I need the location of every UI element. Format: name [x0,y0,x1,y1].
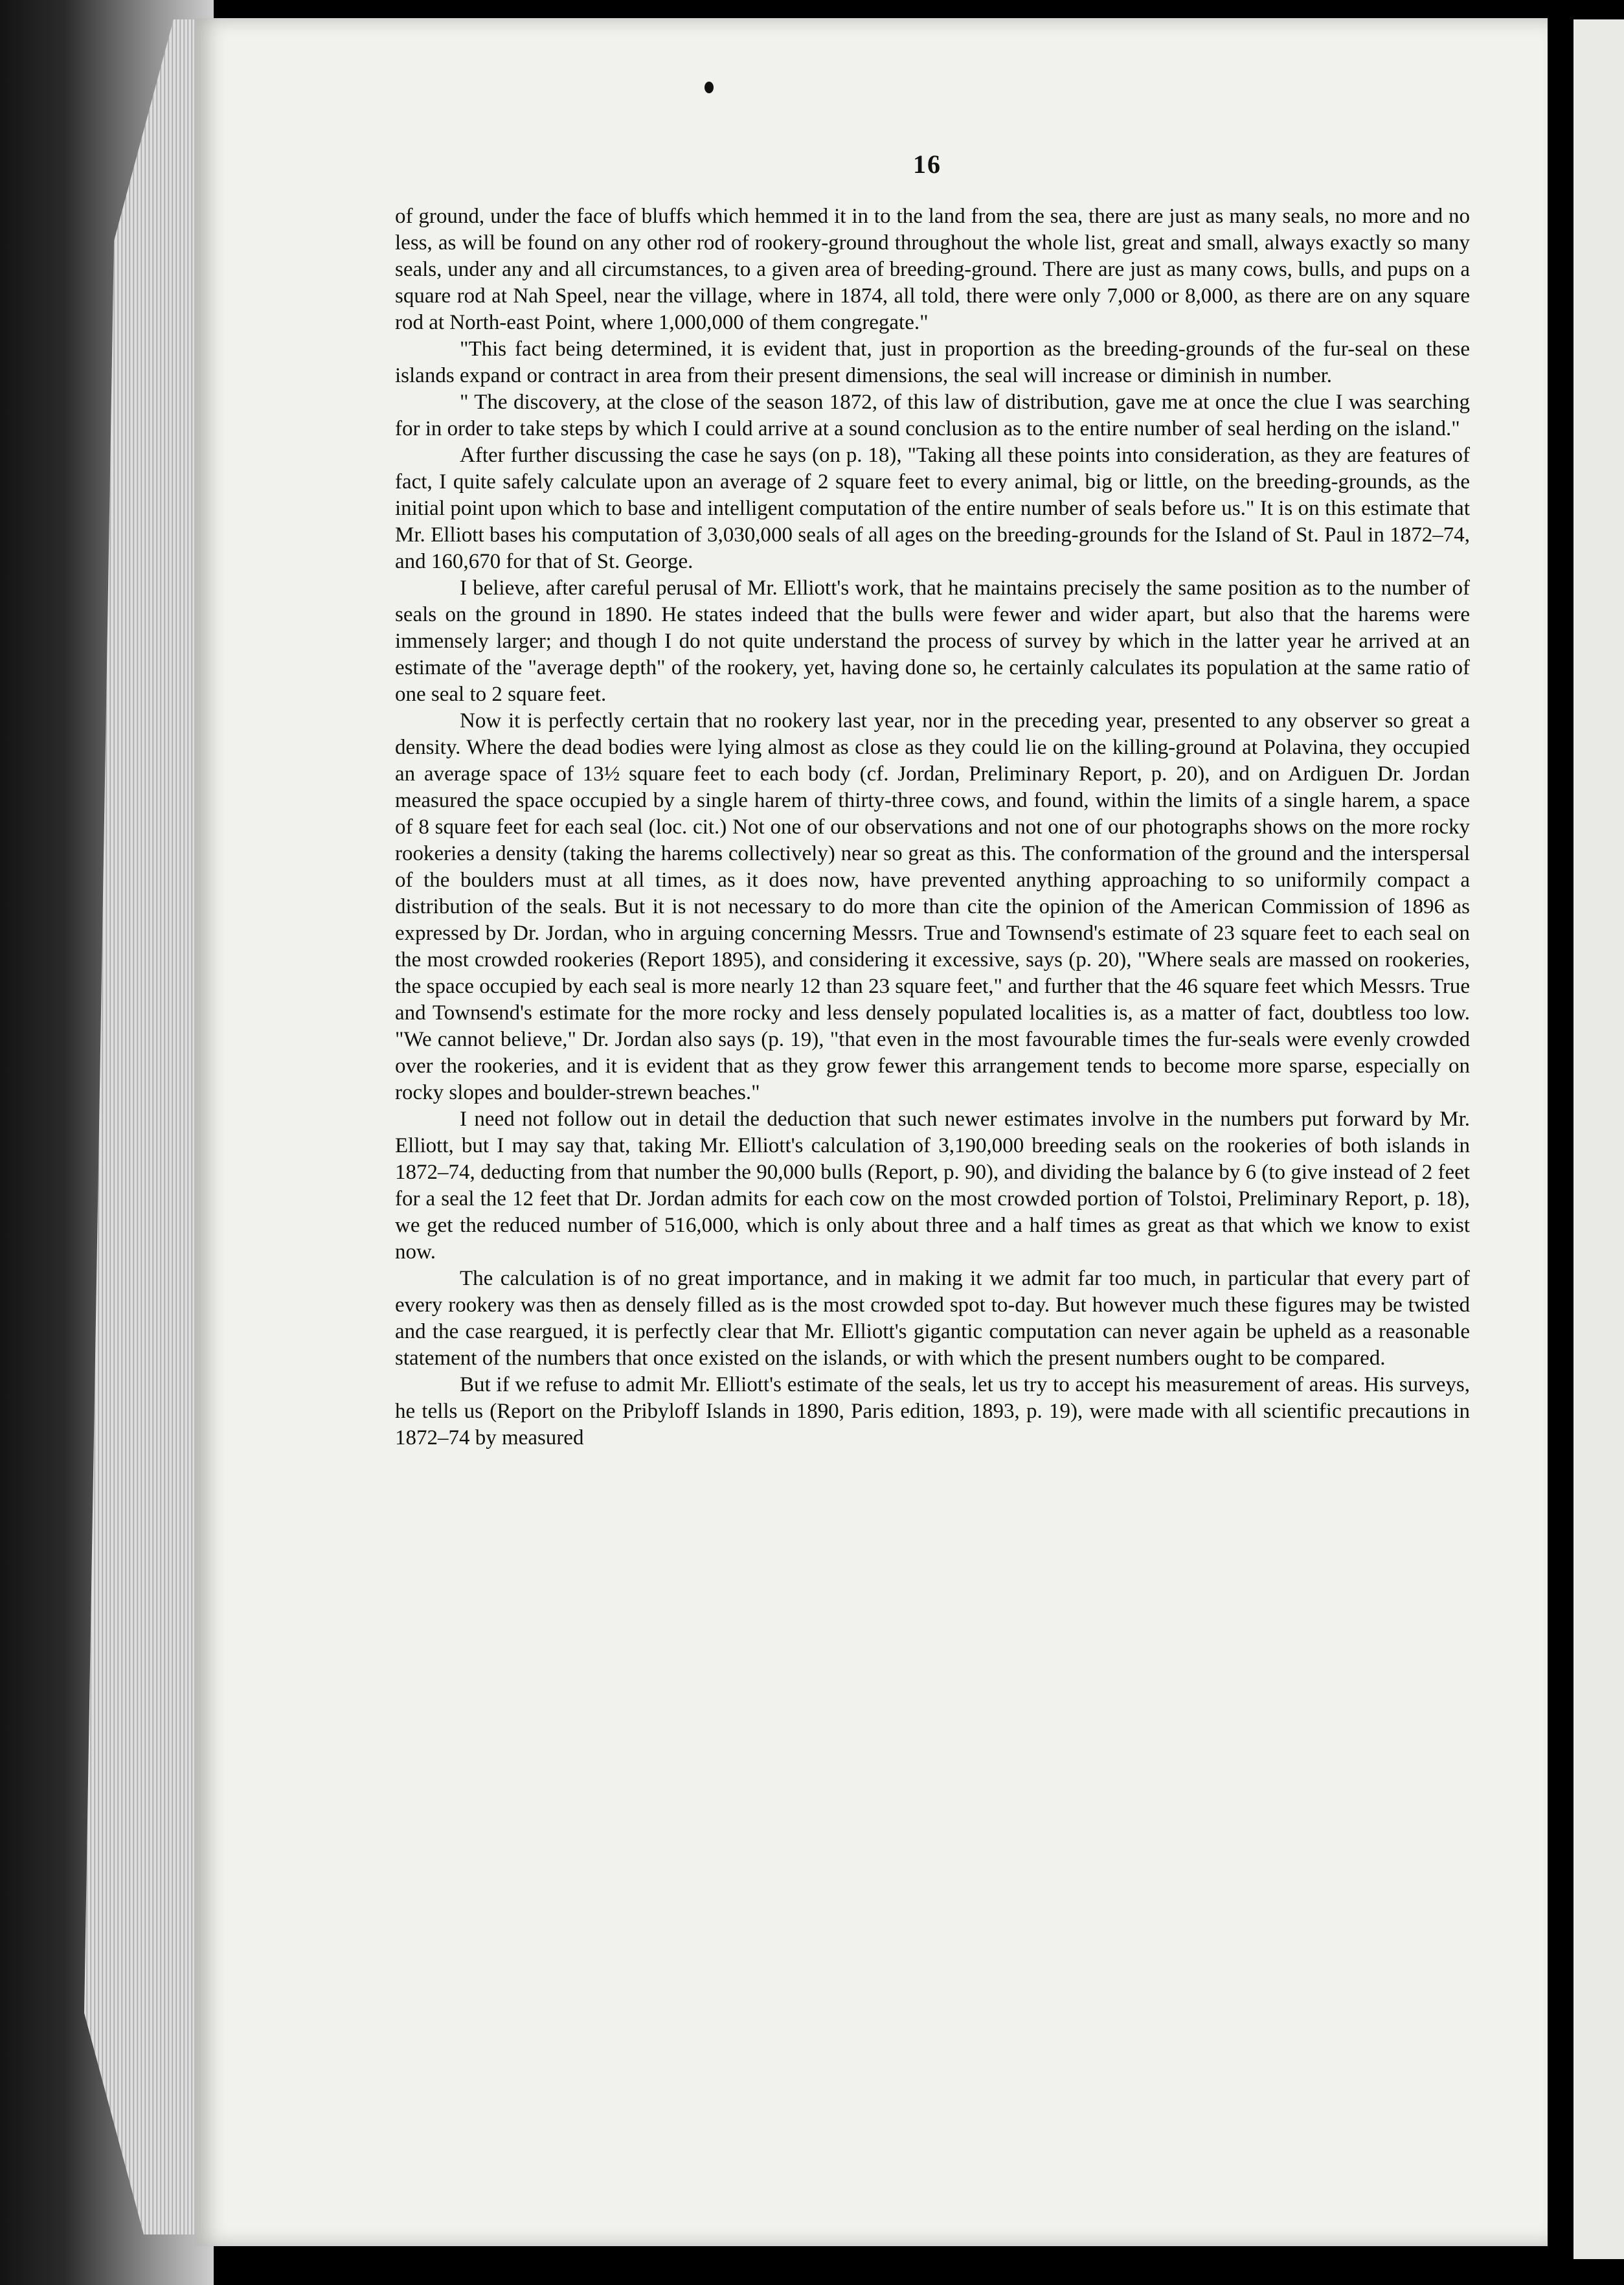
paragraph: But if we refuse to admit Mr. Elliott's estimate of the seals, let us try to accept his measurement of areas. His surveys, he tells us (Report on the Pribyloff Islands in 1890, Paris edition, 1893, p. 19), were made with all scientific precautions in 1872–74 by measured [395,1373,1470,1449]
paragraph: After further discussing the case he says (on p. 18), "Taking all these points into consideration, as they are features of fact, I quite safely calculate upon an average of 2 square feet to every animal, big or little, on the breeding-grounds, as the initial point upon which to base and intelligent computation of the entire number of seals before us." It is on this estimate that Mr. Elliott bases his computation of 3,030,000 seals of all ages on the breeding-grounds for the Island of St. Paul in 1872–74, and 160,670 for that of St. George. [395,444,1470,573]
ink-dot [705,82,714,93]
facing-page-edge [1573,19,1624,2259]
paragraph: I need not follow out in detail the deduction that such newer estimates involve in the numbers put forward by Mr. Elliott, but I may say that, taking Mr. Elliott's calculation of 3,190,000 breeding seals on the rookeries of both islands in 1872–74, deducting from that number the 90,000 bulls (Report, p. 90), and dividing the balance by 6 (to give instead of 2 feet for a seal the 12 feet that Dr. Jordan admits for each cow on the most crowded portion of Tolstoi, Preliminary Report, p. 18), we get the reduced number of 516,000, which is only about three and a half times as great as that which we know to exist now. [395,1108,1470,1264]
paragraph: " The discovery, at the close of the season 1872, of this law of distribution, gave me at once the clue I was searching for in order to take steps by which I could arrive at a sound conclusion as to the entire number of seal herding on the island." [395,391,1470,440]
paragraph: I believe, after careful perusal of Mr. Elliott's work, that he maintains precisely the same position as to the number of seals on the ground in 1890. He states indeed that the bulls were fewer and wider apart, but also that the harems were immensely larger; and though I do not quite understand the process of survey by which in the latter year he arrived at an estimate of the "average depth" of the rookery, yet, having done so, he certainly calculates its population at the same ratio of one seal to 2 square feet. [395,576,1470,706]
body-text [395,203,1470,1451]
paragraph: The calculation is of no great importance, and in making it we admit far too much, in particular that every part of every rookery was then as densely filled as is the most crowded spot to-day. But however much these figures may be twisted and the case reargued, it is perfectly clear that Mr. Elliott's gigantic computation can never again be upheld as a reasonable statement of the numbers that once existed on the islands, or with which the present numbers ought to be compared. [395,1267,1470,1370]
paragraph: of ground, under the face of bluffs which hemmed it in to the land from the sea, there are just as many seals, no more and no less, as will be found on any other rod of rookery-ground throughout the whole list, great and small, always exactly so many seals, under any and all circumstances, to a given area of breeding-ground. There are just as many cows, bulls, and pups on a square rod at Nah Speel, near the village, where in 1874, all told, there were only 7,000 or 8,000, as there are on any square rod at North-east Point, where 1,000,000 of them congregate." [395,205,1470,334]
paragraph: Now it is perfectly certain that no rookery last year, nor in the preceding year, presented to any observer so great a density. Where the dead bodies were lying almost as close as they could lie on the killing-ground at Polavina, they occupied an average space of 13½ square feet to each body (cf. Jordan, Preliminary Report, p. 20), and on Ardiguen Dr. Jordan measured the space occupied by a single harem of thirty-three cows, and found, within the limits of a single harem, a space of 8 square feet for each seal (loc. cit.) Not one of our observations and not one of our photographs shows on the more rocky rookeries a density (taking the harems collectively) near so great as this. The conformation of the ground and the interspersal of the boulders must at all times, as it does now, have prevented anything approaching to so uniformily compact a distribution of the seals. But it is not necessary to do more than cite the opinion of the American Commission of 1896 as expressed by Dr. Jordan, who in arguing concerning Messrs. True and Townsend's estimate of 23 square feet to each seal on the most crowded rookeries (Report 1895), and considering it excessive, says (p. 20), "Where seals are massed on rookeries, the space occupied by each seal is more nearly 12 than 23 square feet," and further that the 46 square feet which Messrs. True and Townsend's estimate for the more rocky and less densely populated localities is, as a matter of fact, doubtless too low. "We cannot believe," Dr. Jordan also says (p. 19), "that even in the most favourable times the fur-seals were evenly crowded over the rookeries, and it is evident that as they grow fewer this arrangement tends to become more sparse, especially on rocky slopes and boulder-strewn beaches." [395,709,1470,1104]
paragraph: "This fact being determined, it is evident that, just in proportion as the breeding-grounds of the fur-seal on these islands expand or contract in area from their present dimensions, the seal will increase or diminish in number. [395,337,1470,387]
page-number: 16 [913,150,942,179]
